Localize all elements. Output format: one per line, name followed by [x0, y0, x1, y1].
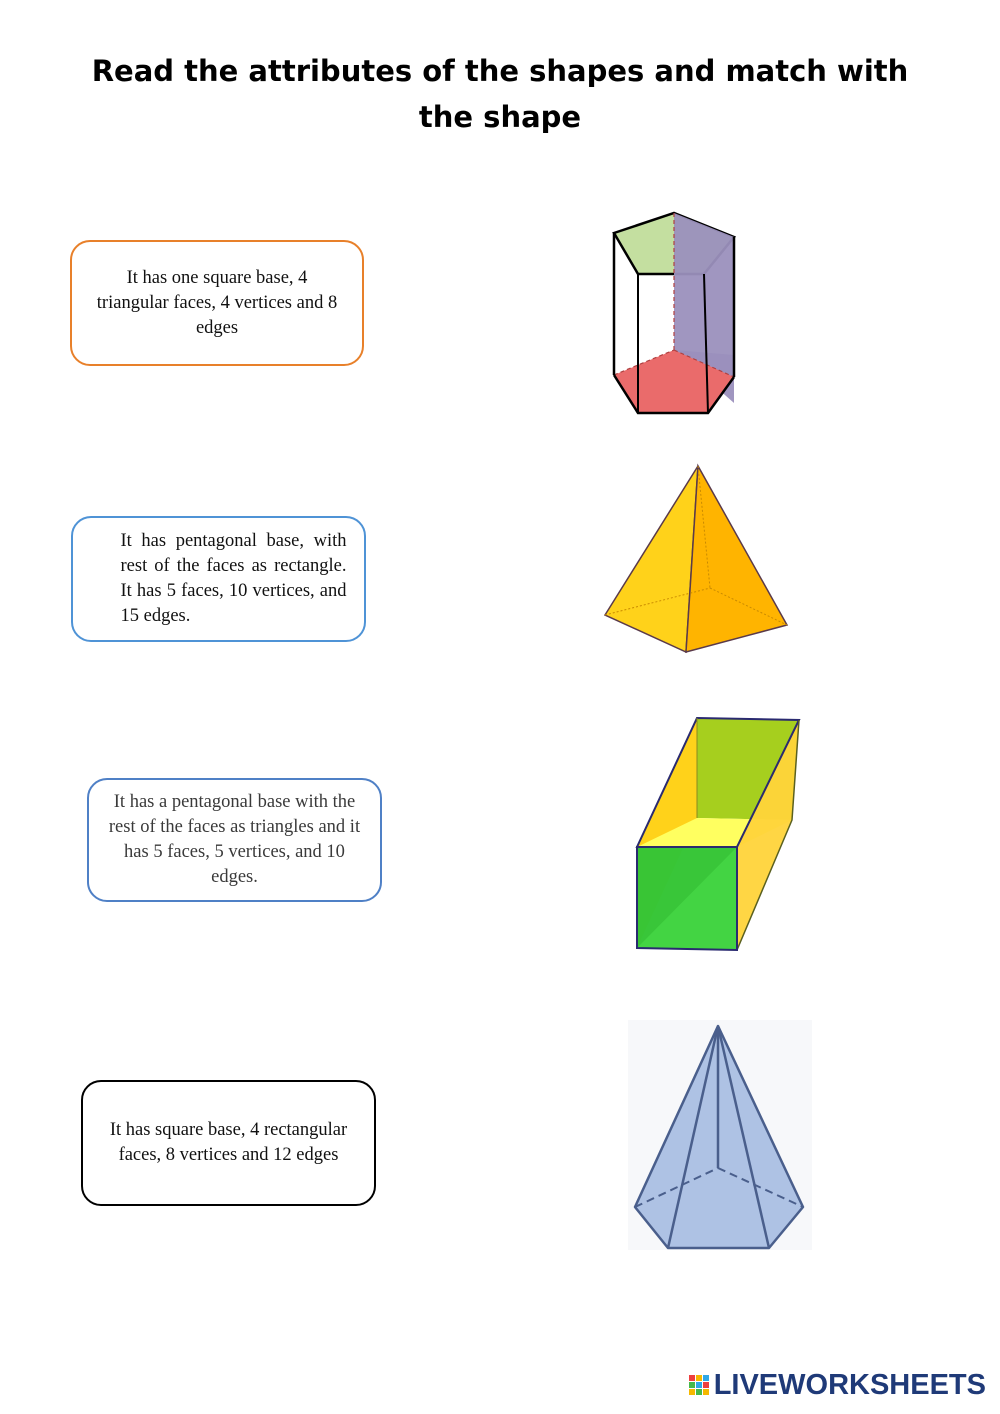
pyramid-left-face: [605, 466, 698, 652]
attribute-card-3[interactable]: [87, 778, 382, 902]
logo-blocks-icon: [689, 1373, 711, 1399]
attribute-text-1: It has one square base, 4 triangular faces, 4 vertices and 8 edges: [96, 267, 338, 338]
title-line-1: Read the attributes of the shapes and match with: [91, 54, 909, 88]
pentagonal-prism-image[interactable]: [606, 205, 746, 420]
rectangular-prism-image[interactable]: [632, 712, 807, 957]
title-line-2: the shape: [418, 100, 582, 134]
square-pyramid-image[interactable]: [600, 460, 795, 660]
pentagonal-pyramid-image[interactable]: [626, 1018, 816, 1253]
worksheet-title: [80, 48, 920, 140]
brand-name: LIVEWORKSHEETS: [713, 1369, 986, 1401]
liveworksheets-logo[interactable]: [689, 1369, 986, 1402]
attribute-text-3: It has a pentagonal base with the rest of the faces as triangles and it has 5 faces, 5 vertices, and 10 edges.: [108, 792, 361, 887]
attribute-text-4: It has square base, 4 rectangular faces, 8 vertices and 12 edges: [109, 1120, 348, 1165]
attribute-card-4[interactable]: [81, 1080, 376, 1206]
attribute-card-2[interactable]: [71, 516, 366, 642]
attribute-text-2: It has pentagonal base, with rest of the faces as rectangle. It has 5 faces, 10 vertices, and 15 edges.: [120, 531, 347, 626]
attribute-card-1[interactable]: [70, 240, 364, 366]
